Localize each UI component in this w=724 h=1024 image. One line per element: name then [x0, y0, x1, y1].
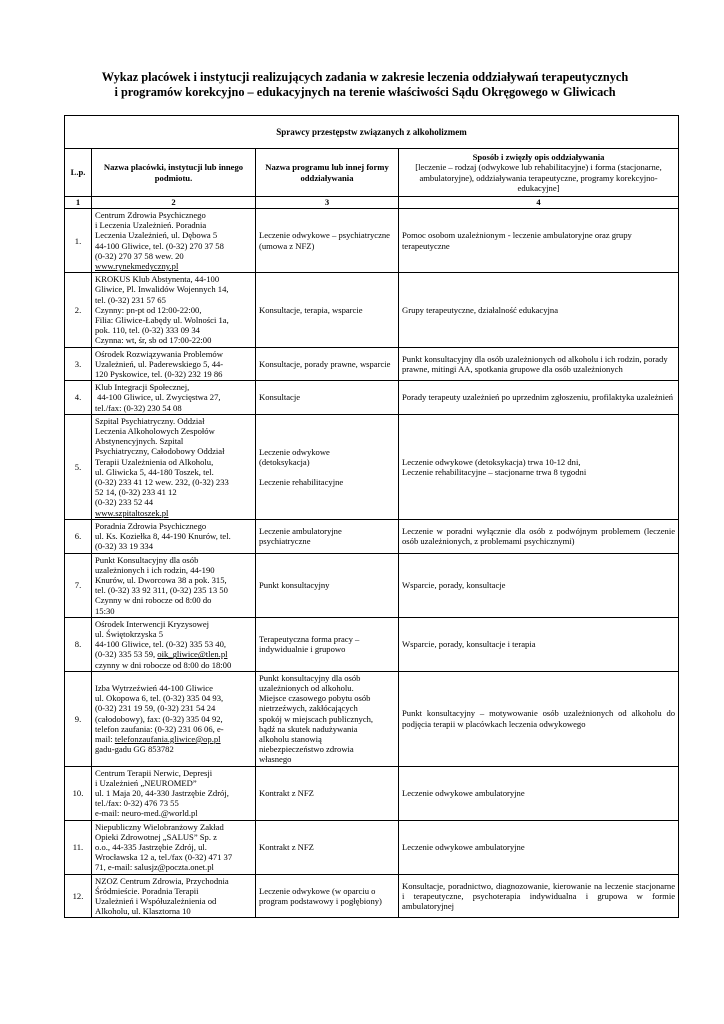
table-row: [65, 874, 679, 918]
program-line: alkoholu stanowią: [259, 733, 322, 744]
program-cell: Konsultacje, porady prawne, wsparcie: [256, 347, 399, 381]
col-number-3: 3: [256, 197, 399, 209]
table-row: [65, 347, 679, 381]
facility-line: Leczenia Uzależnień, ul. Dębowa 5: [95, 230, 218, 241]
program-cell: Leczenie odwykowe (w oparciu o program podstawowy i pogłębiony): [256, 874, 399, 918]
program-cell: Leczenie ambulatoryjne psychiatryczne: [256, 519, 399, 553]
facility-line: Opieki Zdrowotnej „SALUS” Sp. z: [95, 831, 217, 842]
facility-line: Ośrodek Rozwiązywania Problemów: [95, 348, 223, 359]
description-cell: Leczenie odwykowe ambulatoryjne: [399, 820, 679, 874]
program-line: Leczenie rehabilitacyjne: [259, 476, 344, 487]
header-description-title: Sposób i zwięzły opis oddziaływania: [472, 152, 605, 163]
program-line: własnego: [259, 754, 292, 765]
facility-line: 120 Pyskowice, tel. (0-32) 232 19 86: [95, 369, 223, 380]
program-line: Punkt konsultacyjny dla osób: [259, 672, 361, 683]
description-cell: Porady terapeuty uzależnień po uprzednim zgłoszeniu, profilaktyka uzależnień: [399, 381, 679, 415]
description-cell: Grupy terapeutyczne, działalność edukacyjna: [399, 273, 679, 347]
email-link[interactable]: oik_gliwice@tlen.pl: [157, 649, 228, 660]
facility-line: Gliwice, Pl. Inwalidów Wojennych 14,: [95, 284, 229, 295]
column-number-row: [65, 197, 679, 209]
table-row: [65, 820, 679, 874]
program-cell: Kontrakt z NFZ: [256, 820, 399, 874]
row-lp: 9.: [65, 671, 92, 766]
row-lp: 6.: [65, 519, 92, 553]
facility-line: Izba Wytrzeźwień 44-100 Gliwice: [95, 682, 213, 693]
section-title: Sprawcy przestępstw związanych z alkoholizmem: [65, 116, 679, 149]
column-header-row: [65, 149, 679, 197]
facility-cell: [92, 519, 256, 553]
row-lp: 5.: [65, 414, 92, 519]
program-line: bądź na skutek nadużywania: [259, 723, 358, 734]
row-lp: 1.: [65, 209, 92, 273]
facility-cell: [92, 820, 256, 874]
facility-line: 52 14, (0-32) 233 41 12: [95, 487, 177, 498]
facility-line: tel./fax: (0-32) 230 54 08: [95, 402, 182, 413]
program-cell: [256, 671, 399, 766]
title-line-1: Wykaz placówek i instytucji realizujących zadania w zakresie leczenia oddziaływań terapeutycznych: [101, 70, 629, 84]
facility-line: czynny w dni robocze od 8:00 do 18:00: [95, 659, 232, 670]
row-lp: 3.: [65, 347, 92, 381]
facility-cell: [92, 617, 256, 671]
title-line-2: i programów korekcyjno – edukacyjnych na terenie właściwości Sądu Okręgowego w Gliwicach: [114, 85, 616, 99]
facility-line: (0-32) 33 19 334: [95, 541, 153, 552]
facility-line: Centrum Terapii Nerwic, Depresji: [95, 767, 213, 778]
col-number-4: 4: [399, 197, 679, 209]
facility-line: (0-32) 270 37 58 wew. 20: [95, 250, 184, 261]
facility-line: 44-100 Gliwice, ul. Zwycięstwa 27,: [95, 392, 221, 403]
table-row: [65, 273, 679, 347]
program-line: niebezpieczeństwo zdrowia: [259, 744, 354, 755]
table-row: [65, 519, 679, 553]
facility-cell: [92, 381, 256, 415]
program-cell: Punkt konsultacyjny: [256, 553, 399, 617]
facility-line: 15:30: [95, 605, 115, 616]
facility-line: Czynna: wt, śr, sb od 17:00-22:00: [95, 335, 212, 346]
description-cell: Punkt konsultacyjny – motywowanie osób uzależnionych od alkoholu do podjęcia terapii w placówkach leczenia odwykowego: [399, 671, 679, 766]
header-description-detail: [leczenie – rodzaj (odwykowe lub rehabilitacyjne) i forma (stacjonarne, ambulatoryjne), oddziaływania terapeutyczne, programy korekcyjno-edukacyjne]: [415, 162, 662, 193]
row-lp: 4.: [65, 381, 92, 415]
document-title: [60, 70, 670, 100]
facility-line: telefon zaufania: (0-32) 231 06 06, e-: [95, 723, 224, 734]
facility-cell: [92, 766, 256, 820]
facility-line: Filia: Gliwice-Łabędy ul. Wolności 1a,: [95, 315, 229, 326]
facilities-table: [64, 115, 679, 918]
facility-line: Punkt Konsultacyjny dla osób: [95, 554, 199, 565]
facility-line: i Leczenia Uzależnień. Poradnia: [95, 220, 207, 231]
program-cell: Leczenie odwykowe – psychiatryczne (umowa z NFZ): [256, 209, 399, 273]
facility-line: Uzależnień i Współuzależnienia od: [95, 896, 217, 906]
header-description: [399, 149, 679, 197]
facility-line: Niepubliczny Wielobranżowy Zakład: [95, 821, 224, 832]
facility-cell: [92, 874, 256, 918]
description-cell: Wsparcie, porady, konsultacje i terapia: [399, 617, 679, 671]
email-link[interactable]: telefonzaufania.gliwice@op.pl: [114, 733, 221, 744]
facility-line: e-mail: neuro-med.@world.pl: [95, 808, 198, 819]
program-cell: Terapeutyczna forma pracy – indywidualnie i grupowo: [256, 617, 399, 671]
facility-line: ul. 1 Maja 20, 44-330 Jastrzębie Zdrój,: [95, 787, 229, 798]
facility-line: 44-100 Gliwice, tel. (0-32) 335 53 40,: [95, 639, 227, 650]
table-row: [65, 553, 679, 617]
facility-line: (0-32) 233 52 44: [95, 497, 153, 508]
description-cell: [399, 414, 679, 519]
table-row: [65, 209, 679, 273]
facility-line: tel. (0-32) 33 92 311, (0-32) 235 13 50: [95, 585, 228, 596]
facility-cell: [92, 347, 256, 381]
facility-line: Alkoholu, ul. Klasztorna 10: [95, 906, 191, 917]
row-lp: 11.: [65, 820, 92, 874]
section-header-row: [65, 116, 679, 149]
facility-line: i Uzależnień „NEUROMED”: [95, 777, 197, 788]
facility-line: [95, 649, 252, 659]
email-label: mail:: [95, 733, 115, 744]
facility-cell: [92, 273, 256, 347]
header-lp: L.p.: [65, 149, 92, 197]
col-number-2: 2: [92, 197, 256, 209]
facility-line: Czynny: pn-pt od 12:00-22:00,: [95, 304, 202, 315]
facility-line: Psychiatryczny, Całodobowy Oddział: [95, 446, 225, 457]
row-lp: 7.: [65, 553, 92, 617]
facility-line: pok. 110, tel. (0-32) 333 09 34: [95, 325, 200, 336]
facility-line: Wrocławska 12 a, tel./fax (0-32) 471 37: [95, 852, 233, 863]
description-cell: Punkt konsultacyjny dla osób uzależnionych od alkoholu i ich rodzin, porady prawne, mitingi AA, spotkania grupowe dla osób uzależnionych: [399, 347, 679, 381]
table-row: [65, 414, 679, 519]
facility-line: (0-32) 231 19 59, (0-32) 231 54 24: [95, 703, 216, 714]
facility-cell: [92, 553, 256, 617]
facility-line: Abstynencyjnych. Szpital: [95, 436, 184, 447]
facility-cell: [92, 209, 256, 273]
facility-line: Knurów, ul. Dworcowa 38 a pok. 315,: [95, 574, 227, 585]
description-line: Leczenie odwykowe (detoksykacja) trwa 10-12 dni,: [402, 456, 581, 467]
facility-line: ul. Ks. Koziełka 8, 44-190 Knurów, tel.: [95, 531, 231, 542]
facility-cell: [92, 414, 256, 519]
table-row: [65, 671, 679, 766]
program-line: (detoksykacja): [259, 456, 310, 467]
facility-line: gadu-gadu GG 853782: [95, 744, 174, 755]
table-row: [65, 766, 679, 820]
description-cell: Leczenie odwykowe ambulatoryjne: [399, 766, 679, 820]
program-cell: Konsultacje, terapia, wsparcie: [256, 273, 399, 347]
facility-line: (0-32) 233 41 12 wew. 232, (0-32) 233: [95, 477, 229, 488]
facility-line: Terapii Uzależnienia od Alkoholu,: [95, 456, 214, 467]
facility-line: (całodobowy), fax: (0-32) 335 04 92,: [95, 713, 223, 724]
facility-line: Szpital Psychiatryczny. Oddział: [95, 415, 205, 426]
facility-line: Uzależnień, ul. Paderewskiego 5, 44-: [95, 358, 224, 369]
facility-line: NZOZ Centrum Zdrowia, Przychodnia: [95, 875, 229, 886]
program-cell: Kontrakt z NFZ: [256, 766, 399, 820]
row-lp: 8.: [65, 617, 92, 671]
row-lp: 2.: [65, 273, 92, 347]
col-number-1: 1: [65, 197, 92, 209]
facility-line: KROKUS Klub Abstynenta, 44-100: [95, 274, 220, 285]
program-cell: [256, 414, 399, 519]
facility-line: 71, e-mail: salusjz@poczta.onet.pl: [95, 862, 214, 873]
facility-line: 44-100 Gliwice, tel. (0-32) 270 37 58: [95, 240, 224, 251]
facility-line: Czynny w dni robocze od 8:00 do: [95, 595, 212, 606]
description-cell: Konsultacje, poradnictwo, diagnozowanie, kierowanie na leczenie stacjonarne i terapeutyczne, psychoterapia indywidualna i grupowa w formie ambulatoryjnej: [399, 874, 679, 918]
row-lp: 10.: [65, 766, 92, 820]
row-lp: 12.: [65, 874, 92, 918]
facility-line: [95, 734, 252, 744]
website-link[interactable]: www.rynekmedyczny.pl: [95, 261, 179, 272]
description-line: Leczenie rehabilitacyjne – stacjonarne trwa 8 tygodni: [402, 466, 587, 477]
facility-line: Ośrodek Interwencji Kryzysowej: [95, 618, 210, 629]
facility-line: ul. Gliwicka 5, 44-180 Toszek, tel.: [95, 466, 214, 477]
program-line: Leczenie odwykowe: [259, 446, 330, 457]
header-program: Nazwa programu lub innej formy oddziaływania: [256, 149, 399, 197]
description-cell: Pomoc osobom uzależnionym - leczenie ambulatoryjne oraz grupy terapeutyczne: [399, 209, 679, 273]
program-spacer: [259, 467, 395, 477]
table-row: [65, 617, 679, 671]
facility-cell: [92, 671, 256, 766]
facility-line: tel./fax: 0-32) 476 73 55: [95, 798, 179, 809]
facility-line: ul. Świętokrzyska 5: [95, 628, 164, 639]
facility-line: o.o., 44-335 Jastrzębie Zdrój, ul.: [95, 841, 207, 852]
program-line: nietrzeźwych, zakłócających: [259, 703, 358, 714]
program-line: Miejsce czasowego pobytu osób: [259, 693, 371, 704]
program-cell: Konsultacje: [256, 381, 399, 415]
website-link[interactable]: www.szpitaltoszek.pl: [95, 507, 169, 518]
program-line: uzależnionych od alkoholu.: [259, 682, 354, 693]
table-row: [65, 381, 679, 415]
facility-line: ul. Okopowa 6, tel. (0-32) 335 04 93,: [95, 693, 224, 704]
facility-line: Centrum Zdrowia Psychicznego: [95, 210, 206, 220]
facility-line: Śródmieście. Poradnia Terapii: [95, 885, 199, 896]
program-line: spokój w miejscach publicznych,: [259, 713, 374, 724]
facility-line: tel. (0-32) 231 57 65: [95, 294, 166, 305]
facility-phone: (0-32) 335 53 59,: [95, 649, 158, 660]
facility-line: Klub Integracji Społecznej,: [95, 382, 190, 393]
header-facility: Nazwa placówki, instytucji lub innego podmiotu.: [92, 149, 256, 197]
facility-line: Poradnia Zdrowia Psychicznego: [95, 520, 207, 531]
facility-line: uzależnionych i ich rodzin, 44-190: [95, 564, 215, 575]
description-cell: Wsparcie, porady, konsultacje: [399, 553, 679, 617]
facility-line: Leczenia Alkoholowych Zespołów: [95, 426, 215, 437]
description-cell: Leczenie w poradni wyłącznie dla osób z podwójnym problemem (leczenie osób uzależnionych, z problemami psychicznymi): [399, 519, 679, 553]
